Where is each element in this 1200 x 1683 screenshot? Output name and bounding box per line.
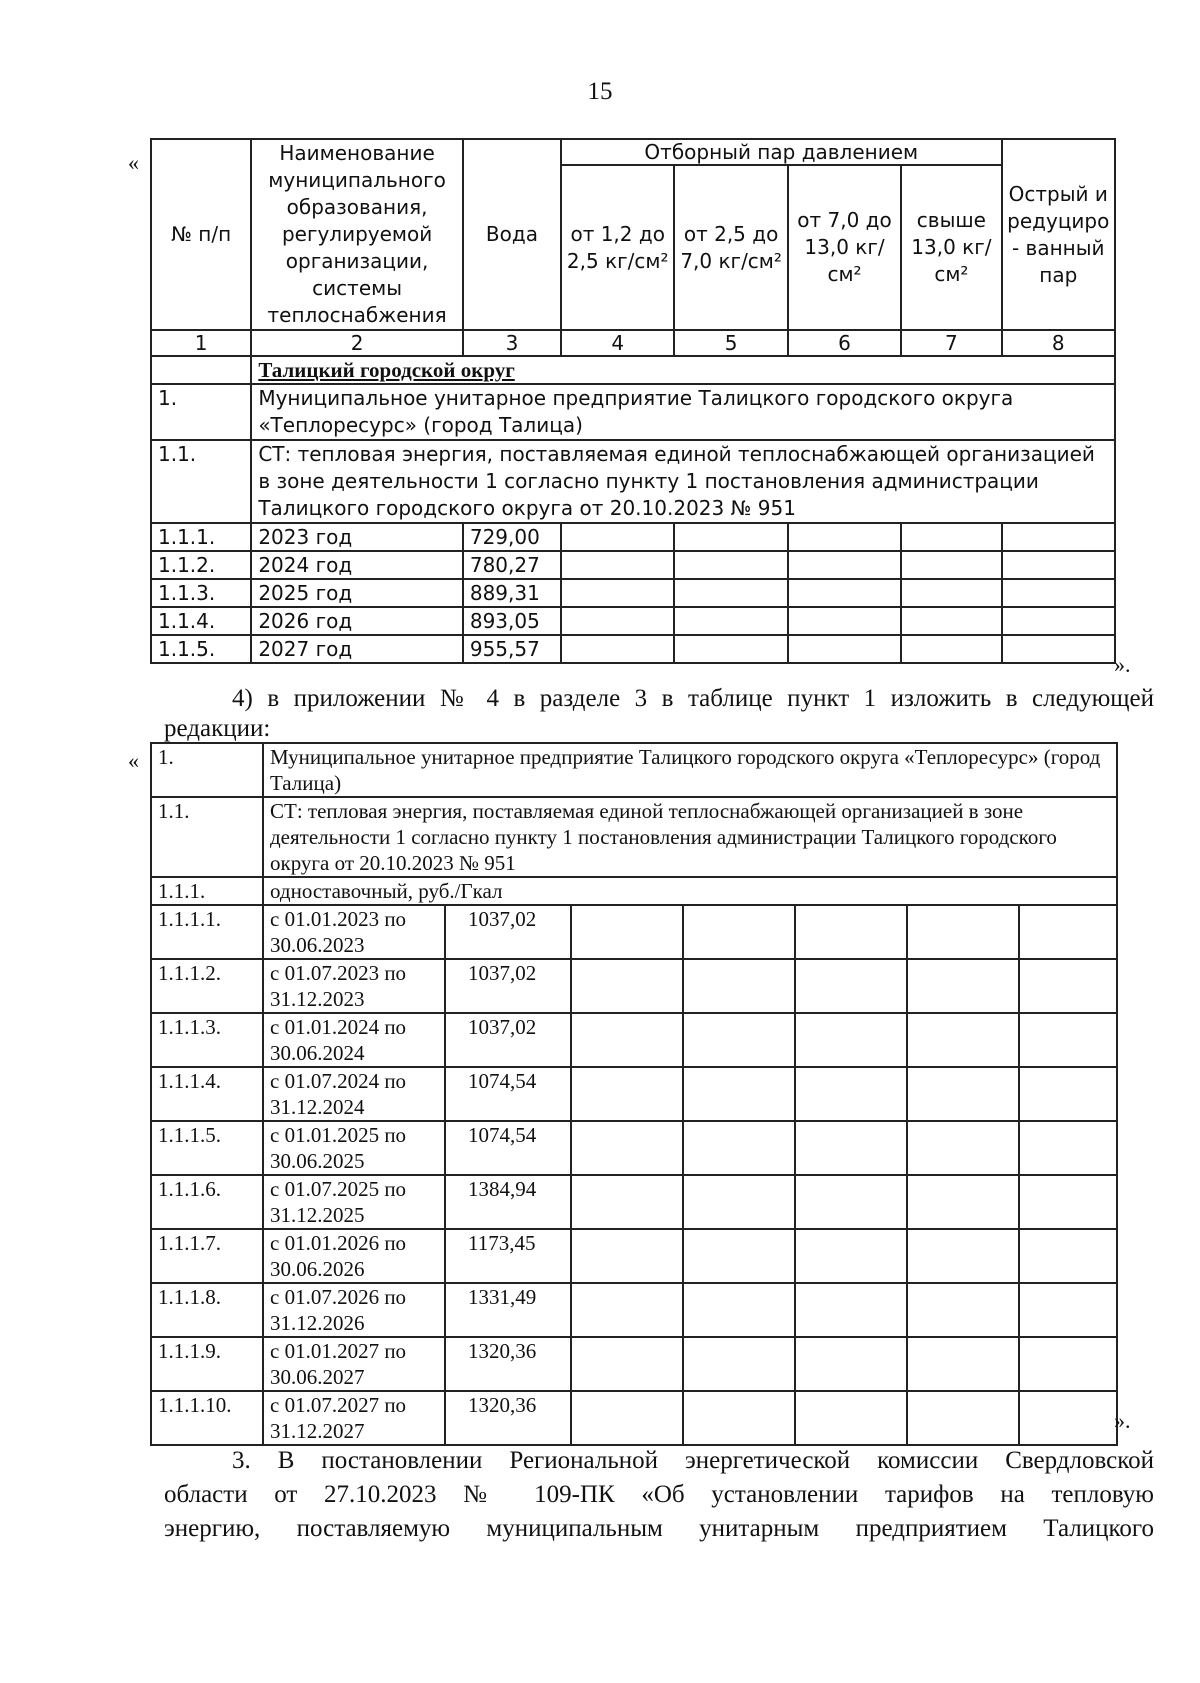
row-year: 2026 год [251, 607, 463, 635]
row-period: с 01.07.2023 по 31.12.2023 [263, 959, 445, 1013]
row-value: 1384,94 [445, 1175, 571, 1229]
org-name: Муниципальное унитарное предприятие Талицкого городского округа «Теплоресурс» (город Талица) [263, 743, 1117, 797]
row-period: с 01.07.2024 по 31.12.2024 [263, 1067, 445, 1121]
row-value: 1320,36 [445, 1337, 571, 1391]
row-period: с 01.07.2027 по 31.12.2027 [263, 1391, 445, 1445]
quote-close-mark: ». [1114, 1408, 1131, 1433]
header-name: Наименование муниципального образования, регулируемой организации, системы теплоснабжения [251, 139, 463, 330]
row-year: 2023 год [251, 523, 463, 551]
paragraph-3-line-3: энергию, поставляемую муниципальным унитарным предприятием Талицкого [164, 1515, 1154, 1542]
table-row [151, 959, 1117, 1013]
table-row [151, 1229, 1117, 1283]
st-description: СТ: тепловая энергия, поставляемая единой теплоснабжающей организацией в зоне деятельности 1 согласно пункту 1 постановления администрации Талицкого городского округа от 20.10.2023 № 951 [263, 797, 1117, 877]
table-row [151, 635, 1115, 663]
row-number: 1.1.1.8. [151, 1283, 263, 1337]
st-description: СТ: тепловая энергия, поставляемая единой теплоснабжающей организацией в зоне деятельности 1 согласно пункту 1 постановления администрации Талицкого городского округа от 20.10.2023 № 951 [251, 440, 1115, 523]
table-row [151, 1175, 1117, 1229]
paragraph-3-line-2: области от 27.10.2023 № 109-ПК «Об установлении тарифов на тепловую [164, 1481, 1154, 1508]
table-row [151, 1013, 1117, 1067]
header-pressure-4: свыше 13,0 кг/см² [901, 165, 1001, 330]
row-value: 1037,02 [445, 1013, 571, 1067]
header-pressure-2: от 2,5 до 7,0 кг/см² [674, 165, 787, 330]
column-number: 7 [901, 330, 1001, 356]
row-year: 2024 год [251, 551, 463, 579]
row-value: 1173,45 [445, 1229, 571, 1283]
row-number: 1.1.1.3. [151, 1013, 263, 1067]
row-number: 1.1.2. [151, 551, 251, 579]
row-number: 1.1.1.2. [151, 959, 263, 1013]
row-value: 1074,54 [445, 1121, 571, 1175]
row-number: 1.1.1. [151, 523, 251, 551]
row-number: 1.1.1.5. [151, 1121, 263, 1175]
table-row [151, 607, 1115, 635]
row-water-value: 893,05 [463, 607, 561, 635]
header-pressure-3: от 7,0 до 13,0 кг/см² [788, 165, 901, 330]
header-sharp-steam: Острый и редуциро - ванный пар [1002, 139, 1115, 330]
table-row [151, 1391, 1117, 1445]
table-row [151, 1067, 1117, 1121]
row-year: 2025 год [251, 579, 463, 607]
row-period: с 01.01.2027 по 30.06.2027 [263, 1337, 445, 1391]
row-water-value: 780,27 [463, 551, 561, 579]
table-row [151, 551, 1115, 579]
row-period: с 01.01.2023 по 30.06.2023 [263, 905, 445, 959]
table-row [151, 1283, 1117, 1337]
district-name: Талицкий городской округ [258, 358, 515, 382]
row-number: 1.1.5. [151, 635, 251, 663]
header-num: № п/п [151, 139, 251, 330]
table-row [151, 579, 1115, 607]
org-name: Муниципальное унитарное предприятие Талицкого городского округа «Теплоресурс» (город Талица) [251, 384, 1115, 440]
table-row [151, 1337, 1117, 1391]
page-number: 15 [587, 78, 613, 105]
tariff-table-periods [150, 742, 1118, 1446]
tariff-number: 1.1.1. [151, 877, 263, 905]
row-number: 1.1.3. [151, 579, 251, 607]
row-value: 1074,54 [445, 1067, 571, 1121]
row-period: с 01.01.2026 по 30.06.2026 [263, 1229, 445, 1283]
header-water: Вода [463, 139, 561, 330]
row-period: с 01.07.2026 по 31.12.2026 [263, 1283, 445, 1337]
paragraph-3-line-1: 3. В постановлении Региональной энергетической комиссии Свердловской [232, 1447, 1154, 1474]
row-number: 1.1.1.1. [151, 905, 263, 959]
org-number: 1. [151, 384, 251, 440]
row-period: с 01.01.2025 по 30.06.2025 [263, 1121, 445, 1175]
row-water-value: 889,31 [463, 579, 561, 607]
column-number: 8 [1002, 330, 1115, 356]
row-water-value: 955,57 [463, 635, 561, 663]
row-number: 1.1.4. [151, 607, 251, 635]
row-value: 1320,36 [445, 1391, 571, 1445]
table-row [151, 905, 1117, 959]
quote-open-mark: « [128, 150, 139, 175]
row-number: 1.1.1.4. [151, 1067, 263, 1121]
row-value: 1037,02 [445, 905, 571, 959]
st-number: 1.1. [151, 440, 251, 523]
row-period: с 01.07.2025 по 31.12.2025 [263, 1175, 445, 1229]
quote-close-mark: ». [1114, 652, 1131, 677]
paragraph-4-line-2: редакции: [164, 715, 271, 742]
column-number: 3 [463, 330, 561, 356]
header-pressure-1: от 1,2 до 2,5 кг/см² [561, 165, 674, 330]
tariff-label: одноставочный, руб./Гкал [263, 877, 1117, 905]
row-year: 2027 год [251, 635, 463, 663]
row-number: 1.1.1.6. [151, 1175, 263, 1229]
column-number: 4 [561, 330, 674, 356]
header-steam-group: Отборный пар давлением [561, 139, 1002, 165]
row-water-value: 729,00 [463, 523, 561, 551]
table-row [151, 1121, 1117, 1175]
table-row [151, 523, 1115, 551]
column-number: 1 [151, 330, 251, 356]
column-number: 6 [788, 330, 901, 356]
paragraph-4-line-1: 4) в приложении № 4 в разделе 3 в таблице пункт 1 изложить в следующей [232, 685, 1154, 712]
column-number: 5 [674, 330, 787, 356]
quote-open-mark: « [128, 748, 139, 773]
row-value: 1331,49 [445, 1283, 571, 1337]
column-number: 2 [251, 330, 463, 356]
row-number: 1.1.1.10. [151, 1391, 263, 1445]
row-period: с 01.01.2024 по 30.06.2024 [263, 1013, 445, 1067]
tariff-table-water [150, 138, 1116, 664]
row-number: 1.1.1.7. [151, 1229, 263, 1283]
org-number: 1. [151, 743, 263, 797]
st-number: 1.1. [151, 797, 263, 877]
row-value: 1037,02 [445, 959, 571, 1013]
row-number: 1.1.1.9. [151, 1337, 263, 1391]
